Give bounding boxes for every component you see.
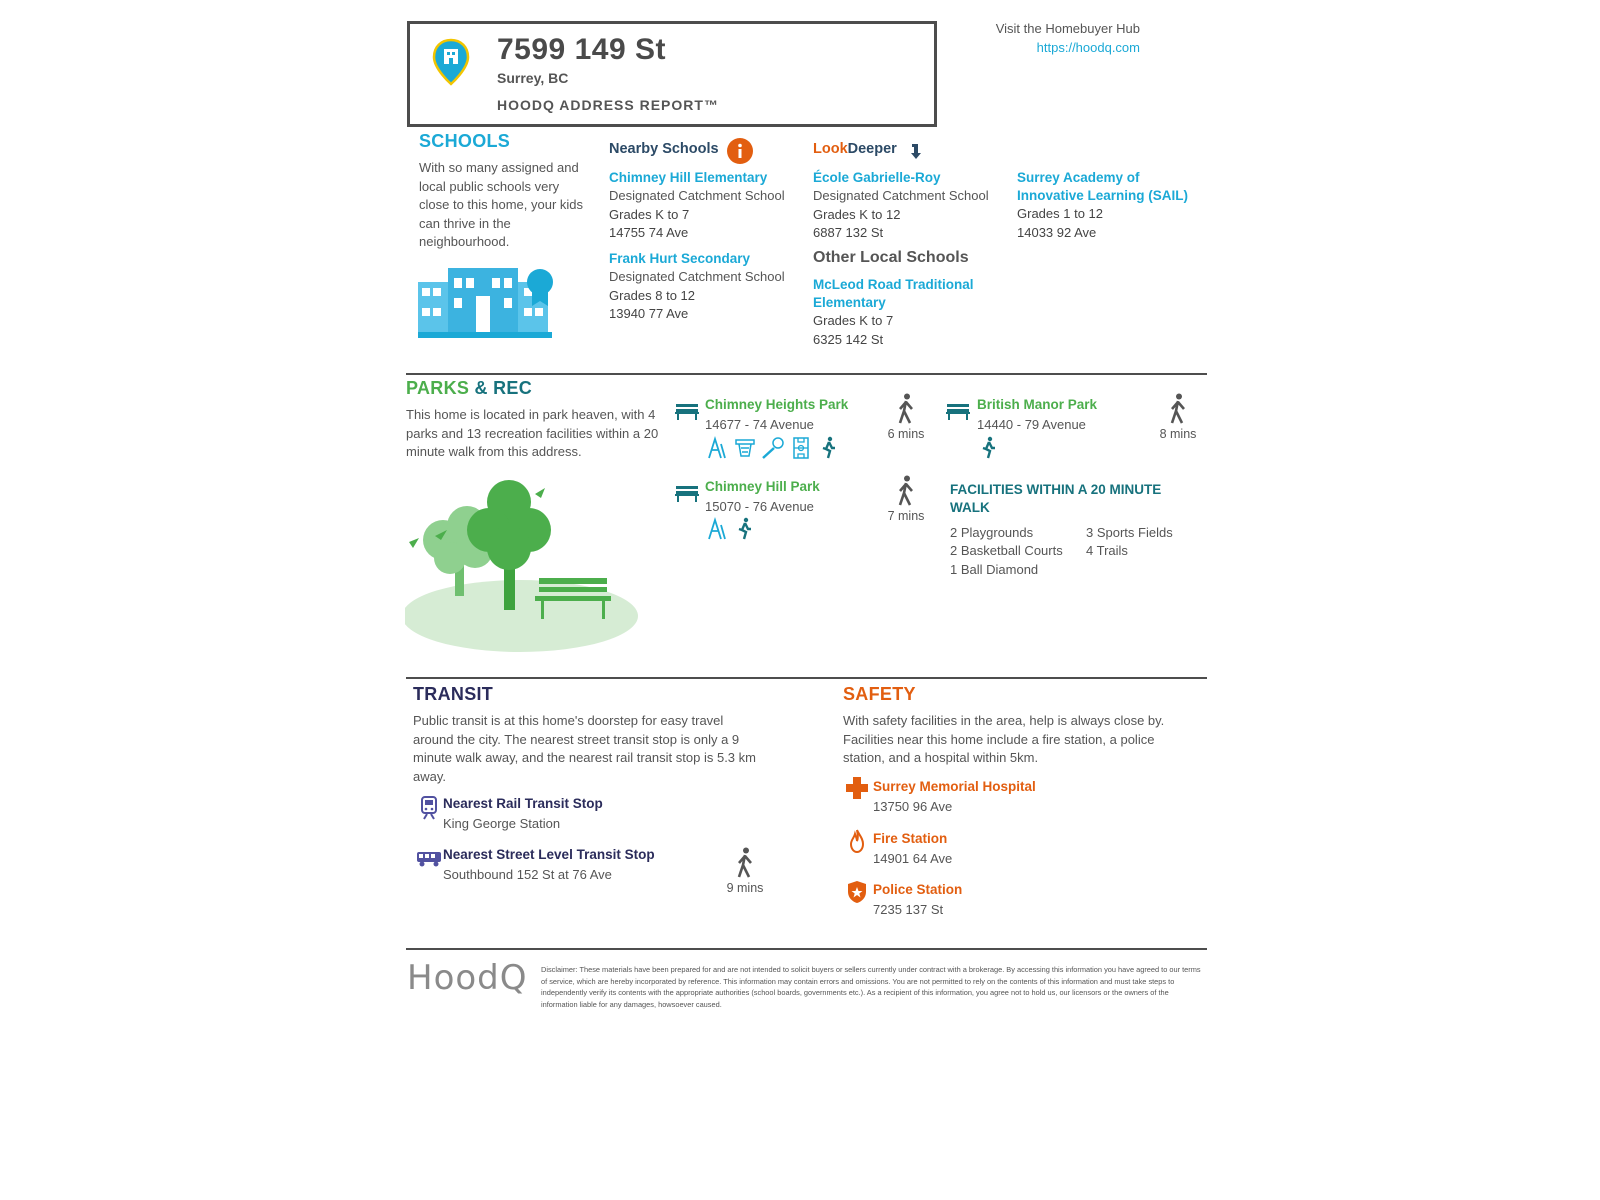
school-grades: Grades 8 to 12 — [609, 287, 695, 303]
walking-icon — [735, 847, 755, 879]
section-divider — [406, 677, 1207, 679]
park-trees-illustration — [405, 478, 650, 658]
park-facility-icons — [977, 436, 1001, 465]
facilities-heading: FACILITIES WITHIN A 20 MINUTE WALK — [950, 482, 1162, 515]
safety-description: With safety facilities in the area, help is always close by. Facilities near this home include a fire station, a police station, and a hospital within 5km. — [843, 713, 1165, 765]
walk-time: 6 mins — [887, 427, 925, 441]
rail-stop-value: King George Station — [443, 816, 561, 831]
park-address: 14677 - 74 Avenue — [705, 417, 814, 432]
safety-facility-name[interactable]: Police Station — [873, 882, 963, 897]
walk-time: 7 mins — [887, 509, 925, 523]
safety-facility-address: 14901 64 Ave — [873, 851, 953, 866]
school-grades: Grades K to 7 — [609, 206, 690, 222]
school-building-illustration — [418, 268, 563, 343]
parks-title-parks: PARKS — [406, 378, 470, 398]
hospital-cross-icon — [845, 776, 869, 800]
transit-description: Public transit is at this home's doorstep for easy travel around the city. The nearest street transit stop is only a 9 minute walk away, and the nearest rail transit stop is 5.3 km away. — [413, 713, 756, 784]
parks-section-title — [406, 378, 532, 399]
park-facility-icons — [705, 436, 841, 460]
facility-count: 1 Ball Diamond — [950, 562, 1039, 577]
safety-facility-address: 13750 96 Ave — [873, 799, 953, 814]
playground-icon — [705, 517, 729, 541]
school-grades: Grades K to 7 — [813, 313, 894, 328]
trail-icon — [733, 517, 757, 541]
info-icon[interactable] — [727, 138, 753, 164]
playground-icon — [705, 436, 729, 460]
school-address: 6325 142 St — [813, 331, 884, 347]
school-address: 6887 132 St — [813, 225, 884, 240]
parks-description: This home is located in park heaven, with 4 parks and 13 recreation facilities within a 20 minute walk from this address. — [406, 407, 659, 459]
safety-facility-name[interactable]: Surrey Memorial Hospital — [873, 779, 1036, 794]
hoodq-logo: HoodQ — [407, 958, 528, 998]
facility-count: 4 Trails — [1086, 543, 1128, 558]
park-name[interactable]: Chimney Heights Park — [705, 397, 849, 412]
homebuyer-hub-link[interactable]: https://hoodq.com — [1036, 40, 1140, 55]
school-address: 14755 74 Ave — [609, 225, 689, 240]
look-deeper-heading[interactable] — [813, 141, 897, 157]
school-type: Designated Catchment School — [609, 188, 785, 203]
park-address: 14440 - 79 Avenue — [977, 417, 1086, 432]
school-type: Designated Catchment School — [609, 269, 785, 284]
safety-section-title: SAFETY — [843, 684, 916, 704]
park-address: 15070 - 76 Avenue — [705, 499, 814, 514]
schools-section-title: SCHOOLS — [419, 131, 511, 151]
facility-count: 2 Playgrounds — [950, 525, 1034, 540]
park-name[interactable]: British Manor Park — [977, 397, 1098, 412]
school-card — [609, 250, 799, 324]
walk-time: 8 mins — [1159, 427, 1197, 441]
facility-count: 3 Sports Fields — [1086, 525, 1173, 540]
school-name[interactable]: McLeod Road Traditional Elementary — [813, 277, 974, 310]
school-grades: Grades K to 12 — [813, 206, 901, 222]
nearby-schools-heading: Nearby Schools — [609, 141, 719, 157]
walking-icon — [896, 393, 916, 425]
park-name[interactable]: Chimney Hill Park — [705, 479, 820, 494]
schools-description: With so many assigned and local public schools very close to this home, your kids can thrive in the neighbourhood. — [419, 160, 584, 249]
section-divider — [406, 948, 1207, 950]
safety-facility-name[interactable]: Fire Station — [873, 831, 948, 846]
train-icon — [420, 796, 438, 820]
other-local-schools-heading: Other Local Schools — [813, 249, 969, 266]
school-address: 14033 92 Ave — [1017, 224, 1097, 240]
look-deeper-deeper: Deeper — [847, 141, 897, 157]
park-bench-icon — [946, 402, 970, 420]
basketball-icon — [733, 436, 757, 460]
ball-diamond-icon — [761, 436, 785, 460]
home-pin-icon — [432, 38, 470, 86]
sports-field-icon — [789, 436, 813, 460]
section-divider — [406, 373, 1207, 375]
arrow-down-icon — [909, 142, 923, 160]
school-card — [813, 276, 993, 349]
school-grades: Grades 1 to 12 — [1017, 206, 1103, 221]
transit-section-title: TRANSIT — [413, 684, 494, 704]
walking-icon — [896, 475, 916, 507]
school-card — [813, 169, 1003, 243]
park-bench-icon — [675, 484, 699, 502]
facility-count: 2 Basketball Courts — [950, 543, 1063, 558]
address-title: 7599 149 St — [497, 33, 666, 66]
park-facility-icons — [705, 517, 757, 541]
fire-icon — [845, 829, 869, 853]
safety-facility-address: 7235 137 St — [873, 902, 944, 917]
report-label: HOODQ ADDRESS REPORT™ — [497, 97, 719, 113]
street-stop-value: Southbound 152 St at 76 Ave — [443, 867, 612, 882]
look-deeper-look: Look — [813, 141, 848, 157]
school-name[interactable]: Frank Hurt Secondary — [609, 251, 751, 266]
walking-icon — [1168, 393, 1188, 425]
bus-icon — [416, 851, 442, 867]
school-address: 13940 77 Ave — [609, 306, 689, 321]
school-card — [1017, 169, 1207, 242]
street-stop-heading: Nearest Street Level Transit Stop — [443, 847, 655, 862]
homebuyer-hub-text: Visit the Homebuyer Hub — [995, 21, 1140, 36]
parks-title-rec: & REC — [474, 378, 533, 398]
disclaimer-text: Disclaimer: These materials have been prepared for and are not intended to solicit buyers or sellers currently under contract with a brokerage. By accessing this information you have agreed to our terms of service, which are hereby incorporated by reference. This information may contain errors and omissions. You are not permitted to rely on the contents of this information and must take steps to independently verify its contents with the appropriate authorities (school boards, governments etc.). As a recipient of this information, you agree not to hold us, our licensors or the owners of the information liable for any damages, howsoever caused. — [541, 965, 1201, 1009]
park-bench-icon — [675, 402, 699, 420]
school-name[interactable]: École Gabrielle-Roy — [813, 170, 941, 185]
walk-time: 9 mins — [726, 881, 764, 895]
rail-stop-heading: Nearest Rail Transit Stop — [443, 796, 603, 811]
trail-icon — [817, 436, 841, 460]
school-name[interactable]: Surrey Academy of Innovative Learning (SAIL) — [1017, 170, 1189, 203]
school-card — [609, 169, 799, 243]
school-name[interactable]: Chimney Hill Elementary — [609, 170, 768, 185]
school-type: Designated Catchment School — [813, 188, 989, 203]
police-badge-icon — [845, 880, 869, 904]
address-city: Surrey, BC — [497, 70, 569, 86]
trail-icon — [977, 436, 1001, 460]
